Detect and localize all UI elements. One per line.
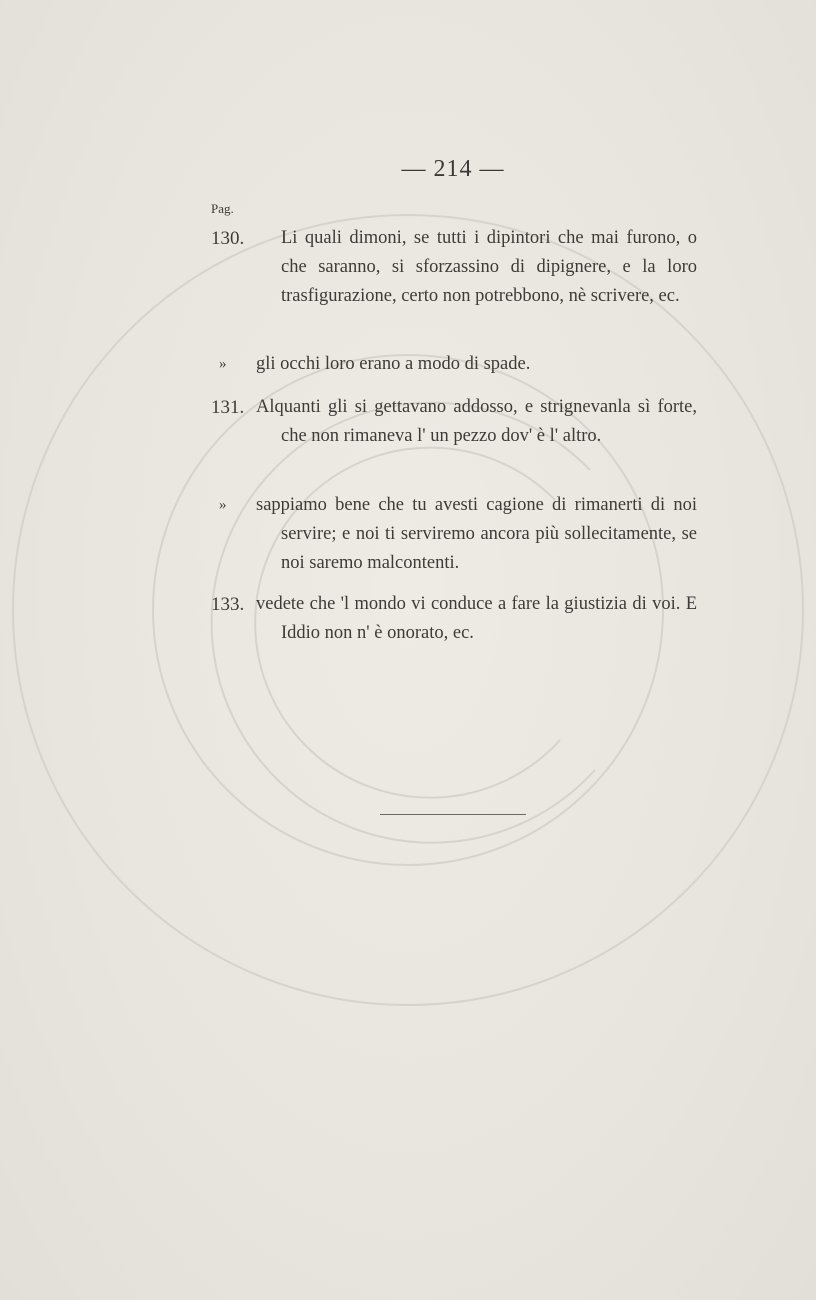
entry-text: Li quali dimoni, se tutti i dipintori che mai furono, o che saranno, si sforzassino di dipignere, e la loro trasfigurazione, certo non potrebbono, nè scrivere, ec. — [281, 228, 697, 306]
pag-label: Pag. — [211, 201, 234, 216]
entry-number: 130. — [211, 228, 245, 249]
entry-text: vedete che 'l mondo vi conduce a fare la giustizia di voi. E Iddio non n' è onorato, ec. — [256, 594, 697, 643]
section-divider — [380, 814, 526, 815]
ditto-mark: » — [219, 497, 227, 513]
entry-text: sappiamo bene che tu avesti cagione di rimanerti di noi servire; e noi ti serviremo ancora più sollecitamente, se noi saremo malcontenti. — [256, 495, 697, 573]
entry-text: Alquanti gli si gettavano addosso, e strignevanla sì forte, che non rimaneva l' un pezzo dov' è l' altro. — [256, 397, 697, 446]
entry-number: 131. — [211, 397, 245, 418]
ditto-mark: » — [219, 356, 227, 372]
entry-text: gli occhi loro erano a modo di spade. — [256, 354, 531, 374]
entry-number: 133. — [211, 594, 245, 615]
page-number: — 214 — — [401, 156, 505, 182]
